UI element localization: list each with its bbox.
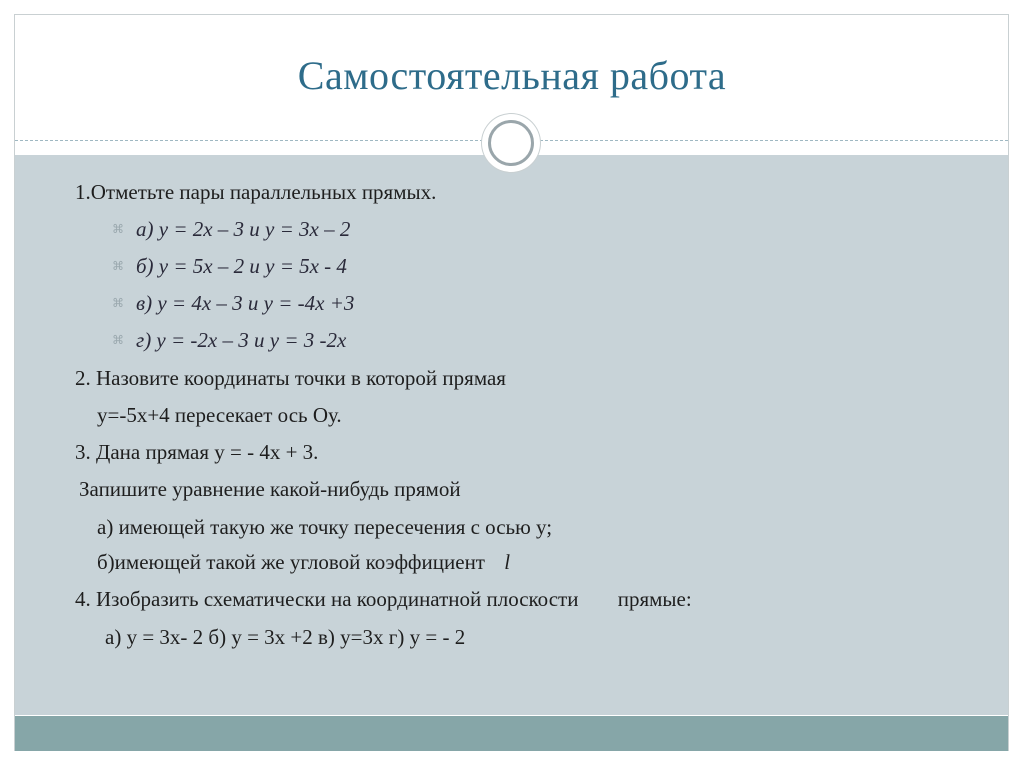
task3-line4-text: б)имеющей такой же угловой коэффициент [97,550,485,574]
task1-option-a [112,217,351,242]
task3-line3: а) имеющей такую же точку пересечения с осью у; [97,515,553,539]
task4-line1-text: 4. Изобразить схематически на координатной плоскости [75,587,579,611]
task1-option-b [112,254,347,279]
task2-line2: у=-5х+4 пересекает ось Оу. [97,403,342,427]
task1-option-d [112,328,347,353]
task2-line1: 2. Назовите координаты точки в которой прямая [75,366,506,390]
task1-option-d-text: г) у = -2х – 3 и у = 3 -2х [136,328,347,352]
task4-line1 [75,587,692,612]
task1-option-a-text: а) у = 2х – 3 и у = 3х – 2 [136,217,351,241]
task3-line4 [97,550,510,575]
task3-line2: Запишите уравнение какой-нибудь прямой [79,477,461,501]
circle-ring-icon [488,120,534,166]
circle-ornament-icon [482,114,540,172]
bullet-icon: ⌘ [112,333,124,347]
bullet-icon: ⌘ [112,259,124,273]
task1-option-c-text: в) у = 4х – 3 и у = -4х +3 [136,291,355,315]
task1-option-c [112,291,355,316]
bullet-icon: ⌘ [112,296,124,310]
task1-heading: 1.Отметьте пары параллельных прямых. [75,180,437,204]
bottom-bar [15,716,1008,751]
task3-line1: 3. Дана прямая у = - 4х + 3. [75,440,319,464]
task4-line2: а) у = 3х- 2 б) у = 3х +2 в) у=3х г) у = - 2 [105,625,466,649]
slope-symbol: l [504,550,511,574]
task4-line1-suffix: прямые: [617,587,692,611]
slide-title: Самостоятельная работа [297,53,727,98]
task1-option-b-text: б) у = 5х – 2 и у = 5х - 4 [136,254,347,278]
bullet-icon: ⌘ [112,222,124,236]
